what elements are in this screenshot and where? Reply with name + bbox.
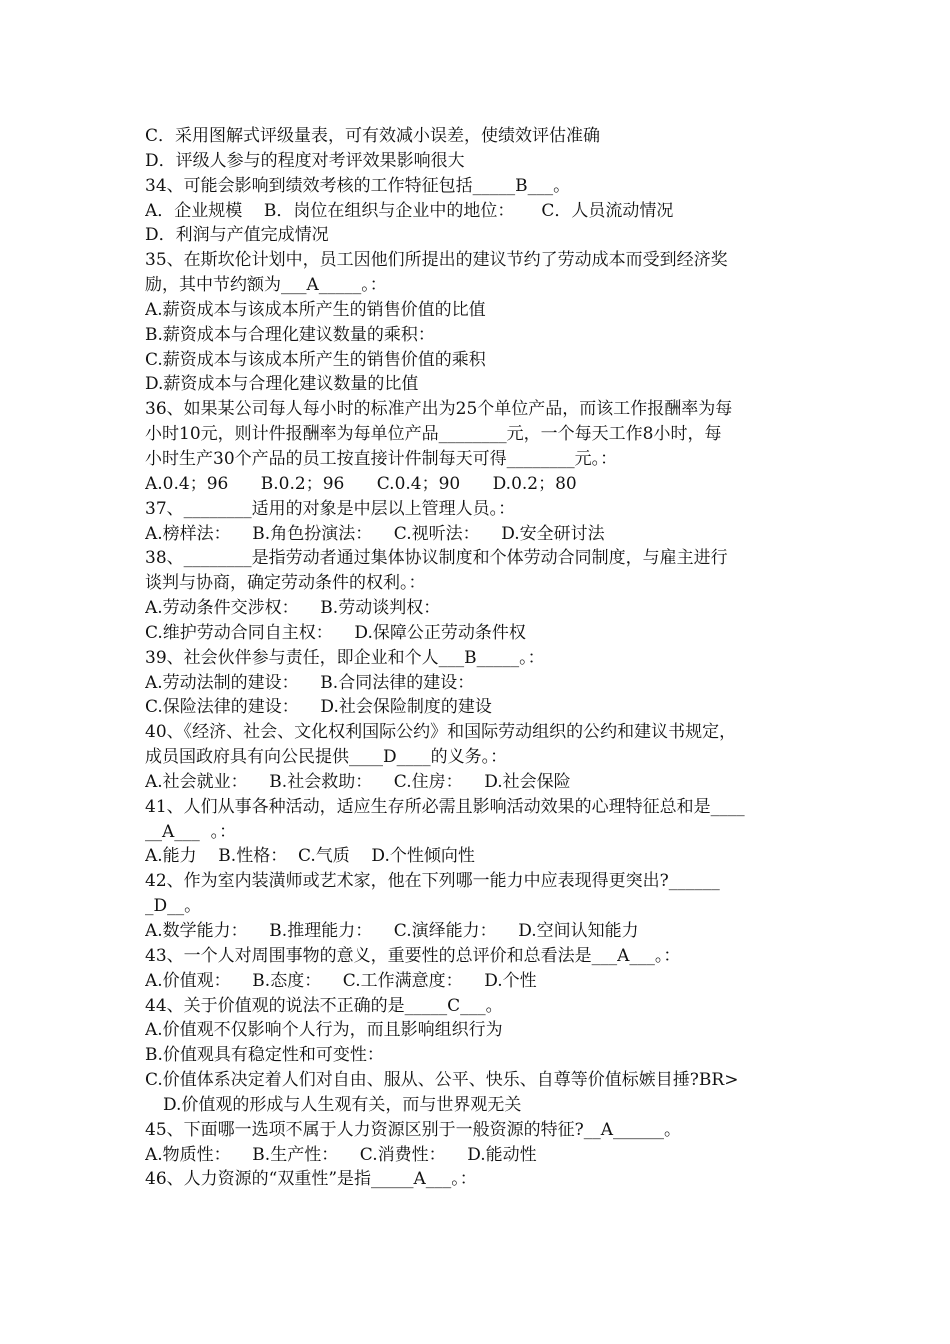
text-line: D．利润与产值完成情况 xyxy=(145,225,329,246)
question-45: 45、下面哪一选项不属于人力资源区别于一般资源的特征?__A______。 xyxy=(145,1119,682,1140)
question-43: 43、一个人对周围事物的意义，重要性的总评价和总看法是___A___。： xyxy=(145,945,681,966)
text-line: A．企业规模 B．岗位在组织与企业中的地位： C．人员流动情况 xyxy=(145,200,674,221)
text-line: C.保险法律的建设： D.社会保险制度的建设 xyxy=(145,697,492,718)
question-44: 44、关于价值观的说法不正确的是_____C___。 xyxy=(145,995,503,1016)
text-line: 成员国政府具有向公民提供____D____的义务。： xyxy=(145,747,508,768)
question-35: 35、在斯坎伦计划中，员工因他们所提出的建议节约了劳动成本而受到经济奖 xyxy=(145,250,728,271)
question-41: 41、人们从事各种活动，适应生存所必需且影响活动效果的心理特征总和是____ xyxy=(145,796,745,817)
text-line: A.社会就业： B.社会救助： C.住房： D.社会保险 xyxy=(145,771,571,792)
text-line: _D__。 xyxy=(145,896,202,917)
text-line: A.物质性： B.生产性： C.消费性： D.能动性 xyxy=(145,1144,537,1165)
text-line: 谈判与协商，确定劳动条件的权利。： xyxy=(145,573,426,594)
question-38: 38、________是指劳动者通过集体协议制度和个体劳动合同制度，与雇主进行 xyxy=(145,548,728,569)
text-line: A.价值观： B.态度： C.工作满意度： D.个性 xyxy=(145,970,537,991)
question-46: 46、人力资源的“双重性”是指_____A___。： xyxy=(145,1169,477,1190)
text-line: C.价值体系决定着人们对自由、服从、公平、快乐、自尊等价值标嫉目捶?BR> xyxy=(145,1070,739,1091)
text-line: C．采用图解式评级量表，可有效减小误差，使绩效评估准确 xyxy=(145,126,601,146)
text-line: B.价值观具有稳定性和可变性： xyxy=(145,1045,384,1066)
text-line: A.劳动法制的建设： B.合同法律的建设： xyxy=(145,672,475,693)
question-34: 34、可能会影响到绩效考核的工作特征包括_____B___。 xyxy=(145,175,571,196)
question-39: 39、社会伙伴参与责任，即企业和个人___B_____。： xyxy=(145,647,545,668)
text-line: 小时生产30个产品的员工按直接计件制每天可得________元。： xyxy=(145,448,618,469)
text-line: __A___ 。： xyxy=(145,821,237,842)
text-line: A.榜样法： B.角色扮演法： C.视听法： D.安全研讨法 xyxy=(145,523,605,544)
question-40: 40、《经济、社会、文化权利国际公约》和国际劳动组织的公约和建议书规定， xyxy=(145,722,737,743)
text-line: A.劳动条件交涉权： B.劳动谈判权： xyxy=(145,598,441,619)
text-line: A.能力 B.性格： C.气质 D.个性倾向性 xyxy=(145,846,475,867)
text-line: A.价值观不仅影响个人行为，而且影响组织行为 xyxy=(145,1020,503,1041)
question-37: 37、________适用的对象是中层以上管理人员。： xyxy=(145,498,516,519)
text-line: D.价值观的形成与人生观有关，而与世界观无关 xyxy=(163,1094,522,1115)
text-line: A.薪资成本与该成本所产生的销售价值的比值 xyxy=(145,299,486,320)
text-line: 励，其中节约额为___A_____。： xyxy=(145,275,387,296)
question-42: 42、作为室内装潢师或艺术家，他在下列哪一能力中应表现得更突出?______ xyxy=(145,871,720,892)
text-line: A.0.4；96 B.0.2；96 C.0.4；90 D.0.2；80 xyxy=(145,473,577,494)
text-line: 小时10元，则计件报酬率为每单位产品________元，一个每天工作8小时，每 xyxy=(145,424,722,445)
text-line: C.薪资成本与该成本所产生的销售价值的乘积 xyxy=(145,349,486,370)
text-line: D.薪资成本与合理化建议数量的比值 xyxy=(145,374,419,395)
text-line: B.薪资成本与合理化建议数量的乘积： xyxy=(145,324,435,345)
text-line: C.维护劳动合同自主权： D.保障公正劳动条件权 xyxy=(145,622,526,643)
question-36: 36、如果某公司每人每小时的标准产出为25个单位产品，而该工作报酬率为每 xyxy=(145,399,733,420)
document-body xyxy=(145,124,815,1192)
text-line: A.数学能力： B.推理能力： C.演绎能力： D.空间认知能力 xyxy=(145,921,639,941)
text-line: D．评级人参与的程度对考评效果影响很大 xyxy=(145,150,465,171)
